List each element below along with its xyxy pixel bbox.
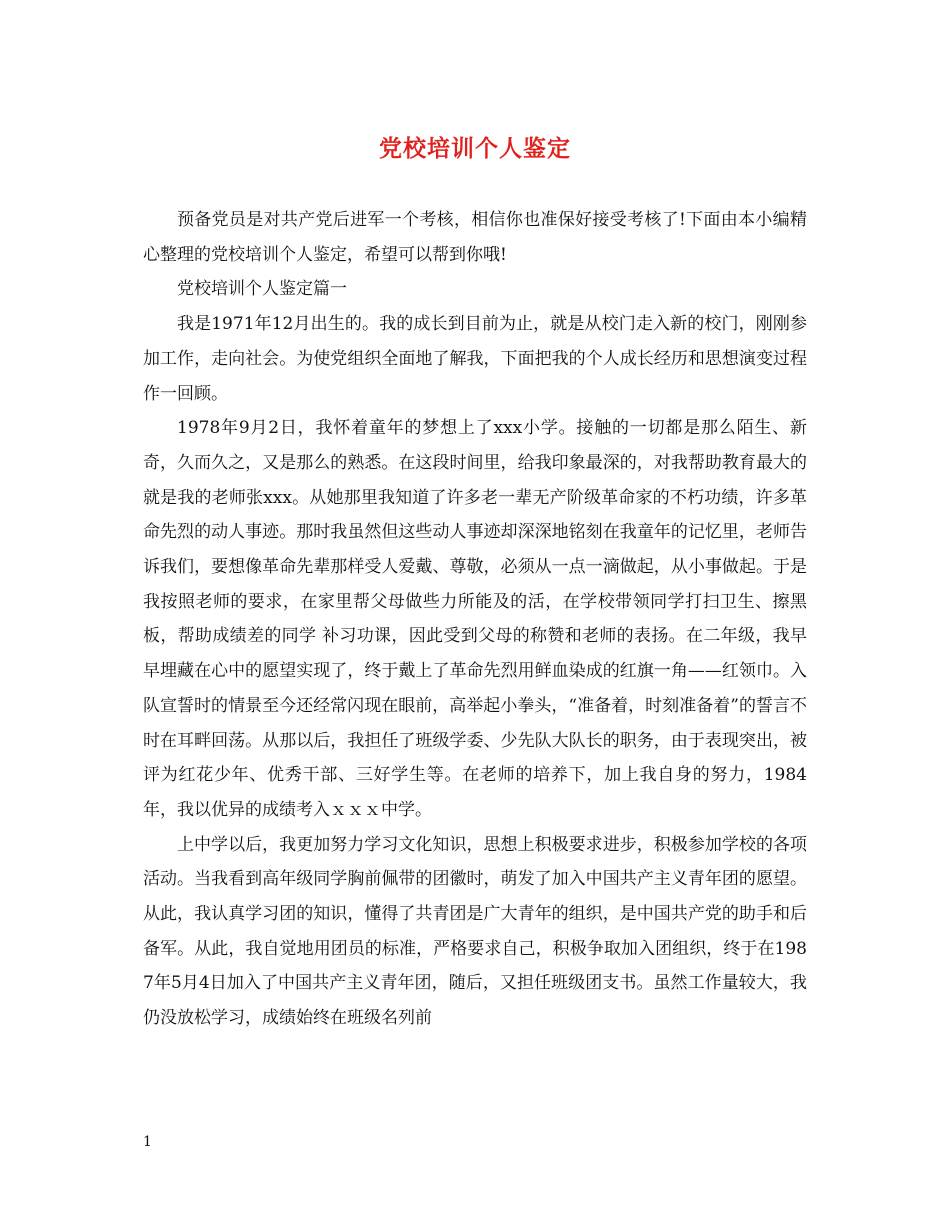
intro-paragraph: 预备党员是对共产党后进军一个考核，相信你也准保好接受考核了!下面由本小编精心整理的党校培训个人鉴定，希望可以帮到你哦! [143, 210, 807, 265]
document-body [143, 203, 807, 1036]
body-paragraph: 上中学以后，我更加努力学习文化知识，思想上积极要求进步，积极参加学校的各项活动。当我看到高年级同学胸前佩带的团徽时，萌发了加入中国共产主义青年团的愿望。从此，我认真学习团的知识，懂得了共青团是广大青年的组织，是中国共产党的助手和后备军。从此，我自觉地用团员的标准，严格要求自己，积极争取加入团组织，终于在1987年5月4日加入了中国共产主义青年团，随后，又担任班级团支书。虽然工作量较大，我仍没放松学习，成绩始终在班级名列前 [143, 834, 807, 1029]
section-heading: 党校培训个人鉴定篇一 [177, 279, 347, 300]
body-paragraph: 1978年9月2日，我怀着童年的梦想上了xxx小学。接触的一切都是那么陌生、新奇，久而久之，又是那么的熟悉。在这段时间里，给我印象最深的，对我帮助教育最大的就是我的老师张xxx。从她那里我知道了许多老一辈无产阶级革命家的不朽功绩，许多革命先烈的动人事迹。那时我虽然但这些动人事迹却深深地铭刻在我童年的记忆里，老师告诉我们，要想像革命先辈那样受人爱戴、尊敬，必须从一点一滴做起，从小事做起。于是我按照老师的要求，在家里帮父母做些力所能及的活，在学校带领同学打扫卫生、擦黑板，帮助成绩差的同学 补习功课，因此受到父母的称赞和老师的表扬。在二年级，我早早埋藏在心中的愿望实现了，终于戴上了革命先烈用鲜血染成的红旗一角——红领巾。入队宣誓时的情景至今还经常闪现在眼前，高举起小拳头，“准备着，时刻准备着”的誓言不时在耳畔回荡。从那以后，我担任了班级学委、少先队大队长的职务，由于表现突出，被评为红花少年、优秀干部、三好学生等。在老师的培养下，加上我自身的努力，1984年，我以优异的成绩考入ｘｘｘ中学。 [143, 418, 807, 820]
document-title: 党校培训个人鉴定 [379, 135, 571, 162]
page-number: 1 [143, 1134, 152, 1150]
body-paragraph: 我是1971年12月出生的。我的成长到目前为止，就是从校门走入新的校门，刚刚参加工作，走向社会。为使党组织全面地了解我，下面把我的个人成长经历和思想演变过程作一回顾。 [143, 314, 807, 404]
